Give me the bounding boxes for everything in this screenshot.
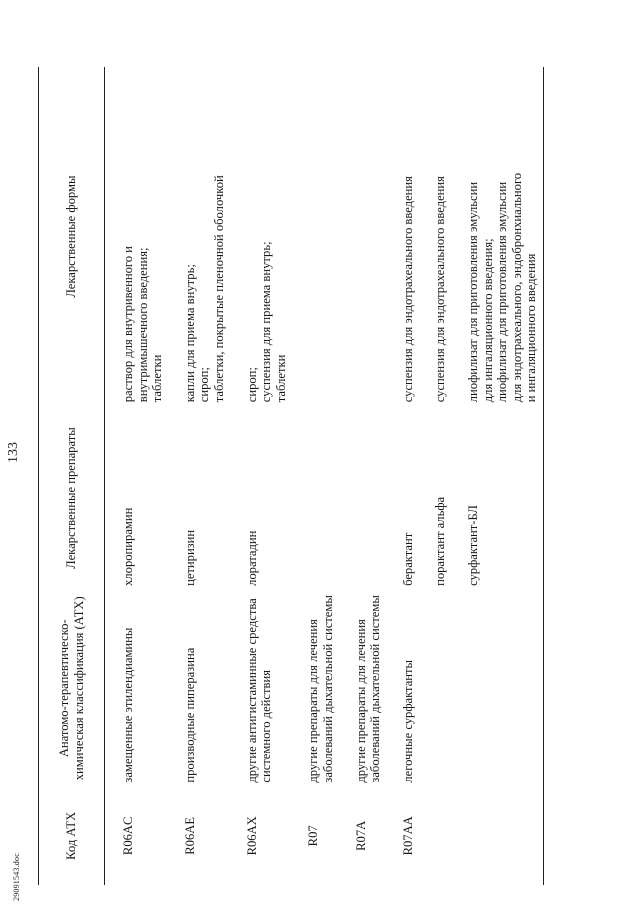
- table-row: [231, 67, 293, 885]
- document-filename: 29091543.doc: [12, 853, 21, 901]
- cell-drug: хлоропирамин: [121, 507, 135, 586]
- form-line: таблетки, покрытые пленочной оболочкой: [211, 175, 226, 403]
- form-line: капли для приема внутрь;: [182, 264, 197, 403]
- cell-classification: другие препараты для лечения заболеваний дыхательной системы: [353, 595, 383, 783]
- cell-classification: [419, 590, 452, 787]
- cell-forms: [419, 67, 452, 406]
- page-number: 133: [6, 442, 21, 463]
- atc-drug-table: [38, 67, 544, 885]
- cell-code: R06AC: [121, 816, 135, 856]
- table-header-row: [39, 67, 105, 885]
- cell-drug: лоратадин: [244, 530, 259, 586]
- cell-classification: [452, 590, 543, 787]
- table-row: [419, 67, 452, 885]
- form-line: таблетки: [150, 354, 165, 403]
- cell-classification: легочные сурфактанты: [400, 659, 415, 783]
- table-row: [340, 67, 387, 885]
- cell-drug: сурфактант-БЛ: [465, 505, 480, 586]
- cell-forms: [105, 67, 169, 406]
- table-row: [169, 67, 231, 885]
- cell-forms: [387, 67, 420, 406]
- table-row: [387, 67, 420, 885]
- cell-classification: другие антигистаминные средства системного действия: [244, 598, 274, 783]
- cell-code: [452, 787, 543, 885]
- table-row: [452, 67, 543, 885]
- form-line: суспензия для эндотрахеального введения: [433, 176, 448, 403]
- header-drugs: Лекарственные препараты: [39, 406, 105, 590]
- form-line: сироп;: [197, 367, 212, 403]
- form-line: лиофилизат для приготовления эмульсии: [495, 181, 510, 403]
- cell-drug: цетиризин: [182, 529, 197, 586]
- form-line: сироп;: [244, 367, 259, 403]
- cell-classification: производные пиперазина: [182, 647, 197, 783]
- cell-forms: [340, 67, 387, 406]
- cell-drug: [340, 406, 387, 590]
- form-line: внутримышечного введения;: [135, 247, 150, 403]
- cell-code: R06AX: [244, 816, 259, 856]
- form-line: суспензия для приема внутрь;: [259, 241, 274, 403]
- cell-forms: [452, 67, 543, 406]
- cell-code: [419, 787, 452, 885]
- header-forms: Лекарственные формы: [39, 67, 105, 406]
- cell-drug: [292, 406, 339, 590]
- header-classification: Анатомо-терапевтическо-химическая классификация (АТХ): [39, 590, 105, 787]
- cell-forms: [231, 67, 293, 406]
- form-line: суспензия для эндотрахеального введения: [400, 176, 415, 403]
- cell-forms: [292, 67, 339, 406]
- header-code: Код АТХ: [39, 787, 105, 885]
- cell-code: R07AA: [400, 816, 415, 856]
- cell-classification: другие препараты для лечения заболеваний дыхательной системы: [306, 595, 335, 783]
- form-line: для ингаляционного введения;: [480, 238, 495, 403]
- cell-code: R07: [306, 825, 321, 847]
- form-line: лиофилизат для приготовления эмульсии: [465, 181, 480, 403]
- table-row: [105, 67, 169, 885]
- cell-drug: порактант альфа: [433, 496, 448, 586]
- form-line: таблетки: [273, 354, 288, 403]
- cell-classification: замещенные этилендиамины: [121, 627, 135, 783]
- form-line: и ингаляционного введения: [524, 253, 539, 403]
- form-line: для эндотрахеального, эндобронхиального: [509, 172, 524, 403]
- cell-code: R07A: [353, 820, 368, 851]
- cell-code: R06AE: [182, 816, 197, 855]
- form-line: раствор для внутривенного и: [121, 246, 135, 403]
- cell-drug: берактант: [400, 532, 415, 586]
- table-row: [292, 67, 339, 885]
- cell-forms: [169, 67, 231, 406]
- table-body: [105, 67, 544, 885]
